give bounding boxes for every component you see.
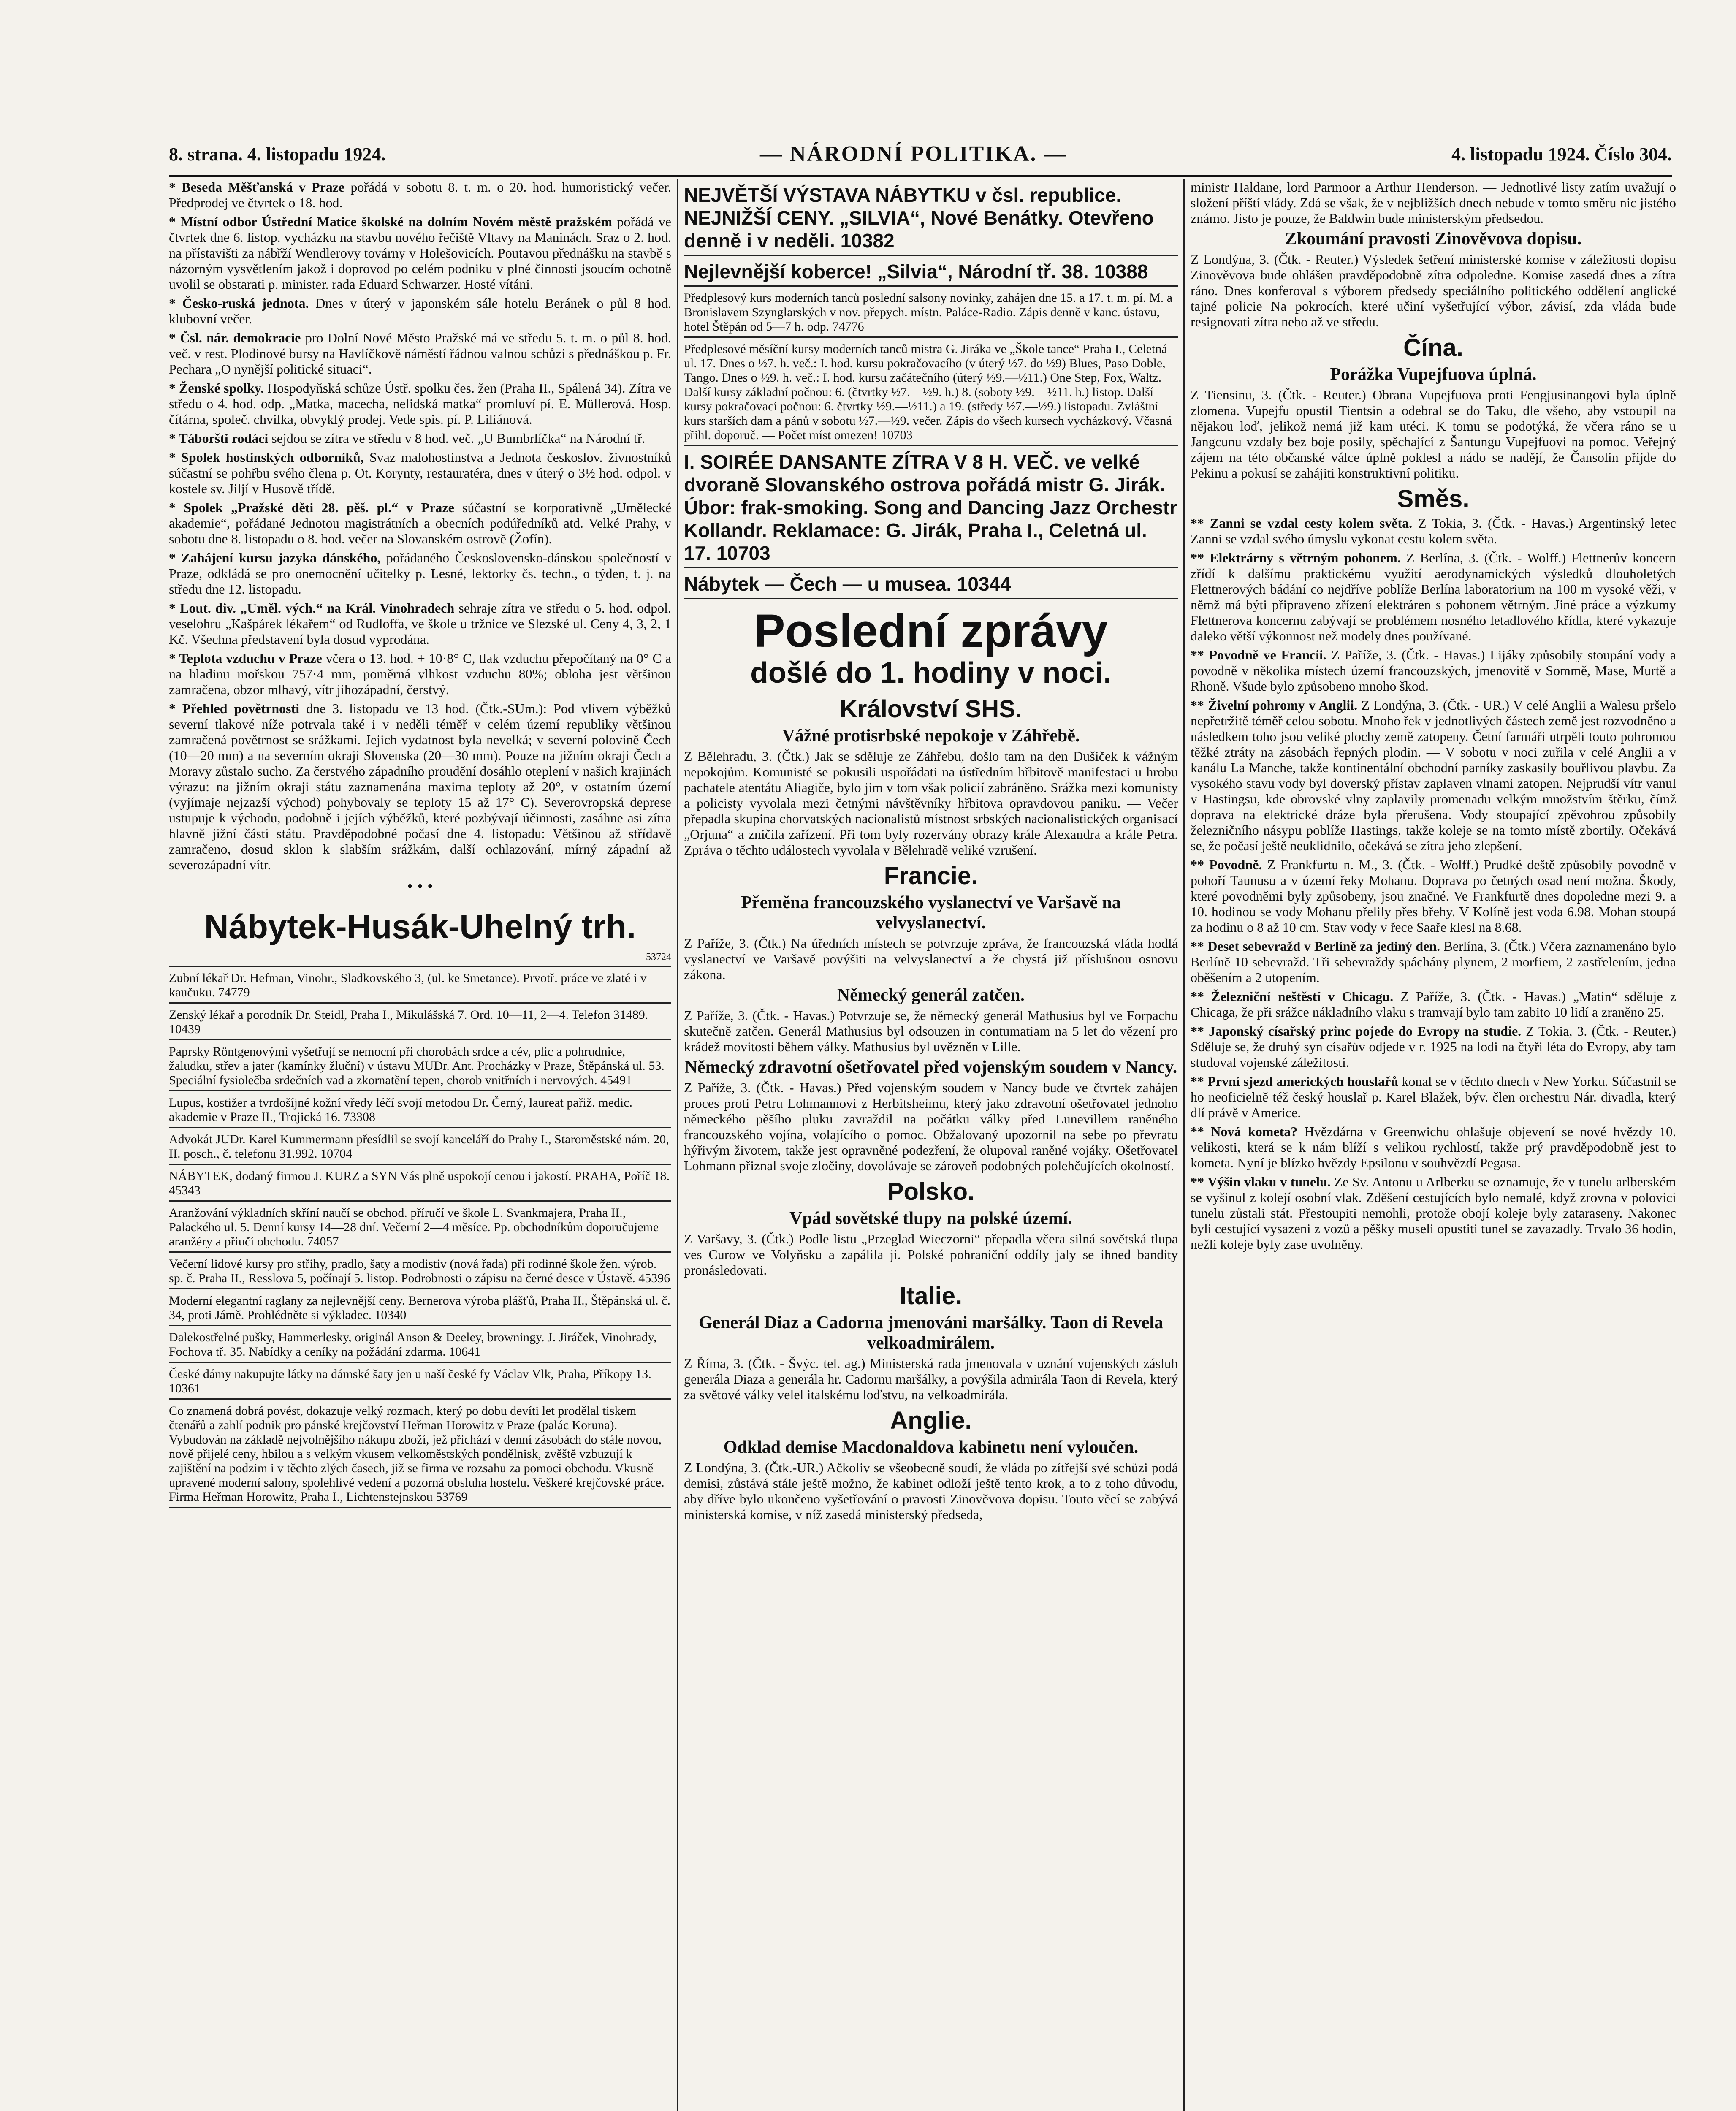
news-item-head: * Spolek hostinských odborníků, (169, 450, 364, 465)
news-item (1191, 1074, 1676, 1121)
news-item-text: Z Berlína, 3. (Čtk. - Wolff.) Flettnerův koncern zřídí k dalšímu praktickému využití aerodynamických výsledků dlouholetých Flettnerových bádání co nejdříve poblíže Berlína laboratorium na 100 m vysoké věži, v němž má býti připraveno zřízení elektráren s pohonem větrným. Jiné práce a výzkumy Flettnerova koncernu zabývají se problémem nosného letadlového křídla, které vykazuje daleko větší výkonnost než modely dnes používané. (1191, 550, 1676, 643)
news-item (169, 450, 671, 497)
news-item (1191, 1174, 1676, 1252)
news-item-head: ** První sjezd amerických houslařů (1191, 1074, 1399, 1089)
news-item-text: pořádaného Československo-dánskou společností v Praze, odkládá se pro onemocnění učitelky p. Lesné, lektorky čs. techn., o týden, t. j. na středu dne 12. listopadu. (169, 550, 671, 597)
latest-news-subtitle: došlé do 1. hodiny v noci. (750, 656, 1112, 689)
news-item (169, 296, 671, 327)
news-item-head: ** Výšin vlaku v tunelu. (1191, 1174, 1331, 1189)
news-item-text: súčastní se korporativně „Umělecké akademie“, pořádané Jednotou magistrátních a obecních podúředníků atd. Velké Prahy, v sobotu dne 8. listopadu o 8. hod. večer na Slovanském ostrově (Žofín). (169, 500, 671, 546)
advertisement (169, 1203, 671, 1253)
ad-text: Moderní elegantní raglany za nejlevnější ceny. Bernerova výroba plášťů, Praha II., Štěpánská ul. č. 34, proti Jámě. Prohlédněte si výkladec. 10340 (169, 1294, 670, 1322)
article-text: Z Tiensinu, 3. (Čtk. - Reuter.) Obrana Vupejfuova proti Fengjusinangovi byla úplně zlomena. Vupejfu opustil Tientsin a odebral se do Taku, dle všeho, aby vstoupil na nějakou loď, jelikož nemá již kam utéci. K tomu se podotýká, že včera ráno se u Jangcunu vzdaly bez boje posily, spěchající z Šantungu Vupejfuovi na pomoc. Veřejný zájem na této občanské válce úplně poklesl a nádo se nadějí, že Čansolin přijde do Pekinu a pokusí se zahájiti konstruktivní politiku. (1191, 387, 1676, 480)
news-item-head: ** Japonský císařský princ pojede do Evropy na studie. (1191, 1023, 1522, 1039)
news-item-text: Hvězdárna v Greenwichu ohlašuje objevení se nové hvězdy 10. velikosti, která se k nám blíží s velikou rychlostí, takže prý pravděpodobně jest to kometa. Nyní je blízko hvězdy Epsilonu v souhvězdí Pegasa. (1191, 1124, 1676, 1170)
news-item-head: * Teplota vzduchu v Praze (169, 651, 322, 666)
ad-text: Večerní lidové kursy pro střihy, pradlo, šaty a modistiv (nová řada) při rodinné škole žen. výrob. sp. č. Praha II., Resslova 5, počínají 5. listop. Podrobnosti o zápisu na černé desce v Ústavě. 45396 (169, 1257, 670, 1285)
news-item (169, 500, 671, 547)
article-headline: Vážné protisrbské nepokoje v Záhřebě. (782, 726, 1080, 746)
news-item (1191, 989, 1676, 1020)
news-item-text: Berlína, 3. (Čtk.) Včera zaznamenáno bylo Berlíně 10 sebevražd. Tři sebevraždy spáchány plynem, 2 morfiem, 2 zastřelením, jedna oběšením a 2 utopením. (1191, 939, 1676, 985)
article-text: Z Londýna, 3. (Čtk.-UR.) Ačkoliv se všeobecně soudí, že vláda po zítřejší své schůzi podá demisi, zůstává stále ještě možno, že kabinet odloží ještě tento krok, a to z toho důvodu, aby dříve bylo ukončeno vyšetřování o pravosti Zinověvova dopisu. Touto věcí se zabývá ministerská komise, v níž zasedá ministerský předseda, (684, 1460, 1178, 1522)
ad-text: Předplesový kurs moderních tanců poslední salsony novinky, zahájen dne 15. a 17. t. m. pí. M. a Bronislavem Szynglarských v nov. přepych. místn. Paláce-Radio. Zápis denně v kanc. ústavu, hotel Štěpán od 5—7 h. odp. 74776 (684, 291, 1173, 334)
section-title: Francie. (884, 862, 978, 890)
advertisement (169, 1042, 671, 1091)
news-item-text: konal se v těchto dnech v New Yorku. Súčastnil se ho neoficielně též český houslař p. Karel Blažek, býv. člen orchestru Nár. divadla, který dlí právě v Americe. (1191, 1074, 1676, 1120)
advertisement (169, 899, 671, 967)
article-text: Z Londýna, 3. (Čtk. - Reuter.) Výsledek šetření ministerské komise v záležitosti dopisu Zinověvova bude ohlášen pravděpodobně zítra odpoledne. Komise zasedá dnes a zítra ráno. Dnes konferoval s výborem předsedy speciálního politického oddělení anglické tajné policie Na pokrocích, které učiní vyšetřující výbor, závisí, zda vláda bude resignovati zítra nebo až ve středu. (1191, 252, 1676, 329)
column-3 (1191, 179, 1676, 2111)
article-text: Z Paříže, 3. (Čtk. - Havas.) Před vojenským soudem v Nancy bude ve čtvrtek zahájen proces proti Petru Lohmannovi z Herbitsheimu, který jako zdravotní ošetřovatel jednoho německého pěšího pluku zavraždil na počátku války před Lunevillem raněného francouzského vojína, volajícího o pomoc. Obžalovaný upozornil na sebe po převratu hýřivým životem, takže jest opravněné podezření, že olupoval raněné vojáky. Ošetřovatel Lohmann přiznal svoje zločiny, dovolávaje se zároveň podobných polehčujících okolností. (684, 1080, 1178, 1173)
masthead-title: — NÁRODNÍ POLITIKA. — (760, 142, 1067, 166)
header-right: 4. listopadu 1924. Číslo 304. (1451, 144, 1672, 165)
news-item (169, 380, 671, 427)
news-item (1191, 516, 1676, 547)
news-item-text: pro Dolní Nové Město Pražské má ve středu 5. t. m. o půl 8. hod. več. v rest. Plodinové bursy na Havlíčkově náměstí řádnou valnou schůzi s přednáškou p. Fr. Pechara „O nynější politické situaci“. (169, 330, 671, 377)
advertisement (684, 570, 1178, 599)
article-headline: Německý generál zatčen. (837, 985, 1025, 1005)
ad-text: Zenský lékař a porodník Dr. Steidl, Praha I., Mikulášská 7. Ord. 10—11, 2—4. Telefon 31489. 10439 (169, 1008, 648, 1036)
news-item-head: * Táboršti rodáci (169, 431, 269, 446)
news-item (1191, 647, 1676, 694)
news-item (1191, 550, 1676, 644)
article-text: Z Bělehradu, 3. (Čtk.) Jak se sděluje ze Záhřebu, došlo tam na den Dušiček k vážným nepokojům. Komunisté se pokusili uspořádati na ústředním hřbitově manifestaci u hrobu pachatele atentátu Aliagiče, bylo jim v tom však policií zabráněno. Srážka mezi komunisty a policisty vyvolala mezi četnými návštěvníky hřbitova opravdovou paniku. — Večer přepadla skupina chorvatských nacionalistů místnost srbských nacionalistických organisací „Orjuna“ a zničila zařízení. Při tom byly rozervány obrazy krále Alexandra a krále Petra. Zpráva o těchto událostech vyvolala v Bělehradě veliké vzrušení. (684, 749, 1178, 857)
news-item (1191, 939, 1676, 985)
news-item-text: Z Londýna, 3. (Čtk. - UR.) V celé Anglii a Walesu pršelo nepřetržitě téměř celou sobotu. Mnoho řek v jednotlivých částech země jest rozvodněno a následkem toho jsou veliké plochy země zatopeny. Četní farmáři utrpěli touto pohromou těžké ztráty na zásobách řepných plodin. — V sobotu v noci zuřila v celé Anglii a v kanálu La Manche, takže kontinentální obchodní parníky zaskasily bouřlivou plavbu. Za vysokého stavu vody byl doverský přístav zaplaven vlnami zatopen. Nejprudší vítr vanul v Hastingsu, kde obrovské vlny zaplavily promenadu velkým množstvím štěrku, čímž doprava na elektrické dráze byla přerušena. Vody stoupající zpěvohrou způsobily železničního násypu poblíže Hastings, takže koleje se na tomto místě zbortily. Očekává se, že počasí ještě neuklidnilo, očekává se zítra jeho zlepšení. (1191, 697, 1676, 853)
ad-text: Předplesové měsíční kursy moderních tanců mistra G. Jiráka ve „Škole tance“ Praha I., Celetná ul. 17. Dnes o ½7. h. več.: I. hod. kursu pokračovacího (v úterý ½7. do ½9) Blues, Paso Doble, Tango. Dnes o ½9. h. več.: I. hod. kursu začátečního (úterý ½9.—½11.) One Step, Fox, Waltz. Další kursy základní počnou: 6. (čtvrtky ½7.—½9. h.) 8. (soboty ½9.—½11. h.) listop. Další kursy pokračovací počnou: 6. čtvrtky ½9.—½11.) a 19. (středy ½7.—½9.) listopadu. Zvláštní kurs starších dam a pánů v sobotu ½7.—½9. večer. Zápis do všech kursech vycházkový. Včasná přihl. doporuč. — Počet míst omezen! 10703 (684, 342, 1172, 442)
news-item-head: * Beseda Měšťanská v Praze (169, 179, 345, 195)
news-item-head: ** Elektrárny s větrným pohonem. (1191, 550, 1401, 565)
page-header (169, 139, 1672, 173)
article-headline: Odklad demise Macdonaldova kabinetu není vyloučen. (723, 1438, 1139, 1457)
article-headline: Přeměna francouzského vyslanectví ve Varšavě na velvyslanectví. (741, 893, 1121, 933)
section-title: Království SHS. (840, 695, 1022, 723)
article-headline: Zkoumání pravosti Zinověvova dopisu. (1285, 229, 1582, 249)
section-title: Směs. (1397, 485, 1470, 513)
news-item-head: * Lout. div. „Uměl. vých.“ na Král. Vinohradech (169, 600, 455, 616)
column-divider (1183, 179, 1185, 2111)
ad-text: NÁBYTEK, dodaný firmou J. KURZ a SYN Vás plně uspokojí cenou i jakostí. PRAHA, Poříč 18. 45343 (169, 1169, 670, 1197)
ad-text: České dámy nakupujte látky na dámské šaty jen u naší české fy Václav Vlk, Praha, Příkopy 13. 10361 (169, 1367, 651, 1395)
column-divider (677, 179, 678, 2111)
news-item-text: Dnes v úterý v japonském sále hotelu Beránek o půl 8 hod. klubovní večer. (169, 296, 671, 326)
news-item-text: pořádá v sobotu 8. t. m. o 20. hod. humoristický večer. Předprodej ve čtvrtek o 18. hod. (169, 179, 671, 210)
advertisement (684, 258, 1178, 287)
news-item (169, 330, 671, 377)
news-item (169, 701, 671, 873)
ad-text: I. SOIRÉE DANSANTE ZÍTRA V 8 H. VEČ. ve velké dvoraně Slovanského ostrova pořádá mistr G. Jirák. Úbor: frak-smoking. Song and Dancing Jazz Orchestr Kollandr. Reklamace: G. Jirák, Praha I., Celetná ul. 17. 10703 (684, 451, 1177, 564)
ad-text: Aranžování výkladních skříní naučí se obchod. příručí ve škole L. Svankmajera, Praha II., Palackého ul. 5. Denní kursy 14—28 dní. Večerní 2—4 měsíce. Pp. obchodníkům doporučujeme aranžéry a přiučí obchodu. 74057 (169, 1206, 659, 1248)
ad-number: 53724 (646, 952, 671, 963)
column-1 (169, 179, 671, 2111)
news-item-head: ** Povodně. (1191, 857, 1262, 872)
ad-text: Co znamená dobrá povést, dokazuje velký rozmach, který po dobu devíti let prodělal tiskem čtenářů a zahlí podnik pro pánské krejčovství Heřman Horowitz v Praze (palác Koruna). Vybudován na základě nejvolnějšího nákupu zboží, jež přichází v denní zásobách do stále novou, nově přijelé ceny, hbilou a s velkým vkusem velkoměstských pondělnisk, zvěště vzbuzují k zajištění na podzim i v těchto zlých časech, již se firma ve rozsahu za pomoci obchodu. Vkusně upravené moderní salony, spolehlivé vedení a pozorná obsluha hostelu. Veškeré krejčovské práce. Firma Heřman Horowitz, Praha I., Lichtenstejnskou 53769 (169, 1404, 665, 1504)
advertisement (169, 1130, 671, 1165)
article-text: Z Paříže, 3. (Čtk. - Havas.) Potvrzuje se, že německý generál Mathusius byl ve Forpachu skutečně zatčen. Generál Mathusius byl odsouzen in contumatiam na 5 let do vězení pro krádež movitosti během války. Mathusius byl uvězněn v Lille. (684, 1008, 1178, 1054)
news-item-head: * Ženské spolky. (169, 380, 264, 396)
article-text: Z Říma, 3. (Čtk. - Švýc. tel. ag.) Ministerská rada jmenovala v uznání vojenských zásluh generála Diaza a generála hr. Cadornu maršálky, a povýšila admirála Taon di Revela, který za světové války velel italskému loďstvu, na velkoadmirála. (684, 1356, 1178, 1402)
ad-text: Paprsky Röntgenovými vyšetřují se nemocní při chorobách srdce a cév, plic a pohrudnice, žaludku, střev a jater (kamínky žluční) v ústavu MUDr. Ant. Procházky v Praze, Štěpánská ul. 53. Speciální fysiolečba srdečních vad a zkornatění tepen, chorob vnitřních i nervových. 45491 (169, 1045, 665, 1087)
advertisement (169, 1365, 671, 1400)
news-item-text: Z Paříže, 3. (Čtk. - Havas.) „Matin“ sděluje z Chicaga, že při srážce nákladního vlaku s tramvají bylo tam zabito 10 lidí a zraněno 25. (1191, 989, 1676, 1020)
article-text: Z Varšavy, 3. (Čtk.) Podle listu „Przeglad Wieczorni“ přepadla včera silná sovětská tlupa ves Curow ve Volyňsku a zapálila ji. Polské pohraniční oddíly jaly se ihned bandity pronásledovati. (684, 1231, 1178, 1278)
advertisement (684, 288, 1178, 338)
ad-text: Nejlevnější koberce! „Silvia“, Národní tř. 38. 10388 (684, 260, 1148, 282)
separator-dots: • • • (407, 876, 433, 895)
advertisement (684, 448, 1178, 568)
advertisement (169, 1328, 671, 1363)
article-headline: Porážka Vupejfuova úplná. (1330, 365, 1537, 384)
section-title: Čína. (1403, 334, 1463, 361)
news-item-head: ** Zanni se vzdal cesty kolem světa. (1191, 516, 1413, 531)
advertisement (169, 1401, 671, 1508)
news-item (1191, 1124, 1676, 1171)
article-headline: Generál Diaz a Cadorna jmenováni maršálky. Taon di Revela velkoadmirálem. (698, 1313, 1164, 1353)
news-item (1191, 1023, 1676, 1070)
section-title: Italie. (899, 1282, 963, 1310)
news-item (1191, 857, 1676, 935)
news-item (169, 651, 671, 697)
news-item-text: Z Tokia, 3. (Čtk. - Havas.) Argentinský letec Zanni se vzdal svého úmyslu vykonat cestu kolem světa. (1191, 516, 1676, 546)
advertisement (169, 1291, 671, 1326)
news-item-head: * Místní odbor Ústřední Matice školské na dolním Novém městě pražském (169, 214, 612, 229)
news-item (169, 214, 671, 292)
latest-news-title: Poslední zprávy (754, 605, 1108, 657)
news-item (169, 431, 671, 446)
ad-title: Nábytek-Husák-Uhelný trh. (204, 908, 636, 945)
advertisement (169, 1167, 671, 1202)
section-title: Anglie. (890, 1407, 972, 1434)
news-item-text: pořádá ve čtvrtek dne 6. listop. vycházku na stavbu nového řečiště Vltavy na Maninách. Sraz o 2. hod. na přístavišti za nábřží Wendlerovy továrny v Holešovicích. Poutavou přednášku na stavbě s názorným vysvětlením jakož i doprovod po celém podniku v plné činnosti jsoucím ochotně uvolil se obstarati p. minister. rada Eduard Schwarzer. Hosté vítáni. (169, 214, 671, 292)
news-item-text: Hospodyňská schůze Ústř. spolku čes. žen (Praha II., Spálená 34). Zítra ve středu o 4. hod. odp. „Matka, macecha, nelidská matka“ promluví pí. E. Müllerová. Hosp. čítárna, společ. chvilka, obvyklý prodej. Vede spis. pí. P. Liliánová. (169, 380, 671, 427)
ad-text: NEJVĚTŠÍ VÝSTAVA NÁBYTKU v čsl. republice. NEJNIŽŠÍ CENY. „SILVIA“, Nové Benátky. Otevřeno denně i v neděli. 10382 (684, 184, 1154, 252)
news-item-text: dne 3. listopadu ve 13 hod. (Čtk.-SUm.): Pod vlivem výběžků severní tlakové níže potrvala také i v neděli téměř v celém území republiky většinou zamračená povětrnost se srážkami. Jejich vydatnost byla nevelká; v severní polovině Čech (10—20 mm) a na severním okraji Slovenska (20—30 mm). Pouze na jižním okraji Čech a Moravy zůstalo sucho. Za čerstvého západního proudění dosáhlo oteplení v našich krajinách výrazu: na jižním okraji státu zaznamenána maxima teploty až 20°, v ostatním území (vyjímaje nejzazší východ) pohybovaly se teploty 15 až 17° C). Severovropská deprese ustupuje k východu, podobně i jejích výběžků, které pozbývají účinnosti, zasáhne asi zítra hlavně jižní části státu. Pravděpodobné počasí dne 4. listopadu: Většinou až střídavě zamračeno, dosud sklon k slabším srážkám, další ochlazování, mírný západní až severozápadní vítr. (169, 701, 671, 872)
news-item-text: Ze Sv. Antonu u Arlberku se oznamuje, že v tunelu arlberském se vyšinul z kolejí osobní vlak. Zděšení cestujících bylo nemalé, když zrovna v polovici tunelu zůstali stát. Přestoupiti nemohli, protože obojí koleje byly zataraseny. Nakonec byli cestující vysazeni z vozů a pěšky museli opustiti tunel se zavazadly. Trvalo 36 hodin, nežli koleje byly zase uvolněny. (1191, 1174, 1676, 1252)
news-item-head: * Zahájení kursu jazyka dánského, (169, 550, 381, 565)
article-text: ministr Haldane, lord Parmoor a Arthur Henderson. — Jednotlivé listy zatím uvažují o složení příští vlády. Zdá se však, že v nejbližších dnech nebude v tomto směru nic jistého známo. Jisto je pouze, že Baldwin bude ministerským předsedou. (1191, 179, 1676, 226)
news-item-head: * Čsl. nár. demokracie (169, 330, 301, 345)
news-item-text: Z Paříže, 3. (Čtk. - Havas.) Lijáky způsobily stoupání vody a povodně v několika místech území francouzských, jmenovitě v Sommě, Mase, Murtě a Rhoně. Všude bylo způsobeno mnoho škod. (1191, 647, 1676, 694)
news-item-head: ** Nová kometa? (1191, 1124, 1298, 1139)
ad-text: Nábytek — Čech — u musea. 10344 (684, 573, 1011, 595)
advertisement (169, 1093, 671, 1128)
news-item-text: Z Tokia, 3. (Čtk. - Reuter.) Sděluje se, že druhý syn císařův odjede v r. 1925 na lodi na čtyři léta do Evropy, aby tam studoval vojenské záležitosti. (1191, 1023, 1676, 1070)
news-item-text: Svaz malohostinstva a Jednota českoslov. živnostníků súčastní se pohřbu svého člena p. Ot. Korynty, restauratéra, dnes v úterý o 3½ hod. odpol. v kostele sv. Jiljí v Husově třídě. (169, 450, 671, 496)
news-item-head: * Česko-ruská jednota. (169, 296, 309, 311)
news-item-head: * Spolek „Pražské děti 28. pěš. pl.“ v Praze (169, 500, 454, 515)
news-item-head: ** Deset sebevražd v Berlíně za jediný den. (1191, 939, 1440, 954)
news-item-text: Z Frankfurtu n. M., 3. (Čtk. - Wolff.) Prudké deště způsobily povodně v pohoří Taunusu a v území řeky Mohanu. Doprava po četných osad není možna. Škody, které povodněmi byly způsobeny, jsou značné. Ve Frankfurtě dnes dopoledne mezi 9. a 10. hodinou se vody Mohanu přelily přes břehy. V Kolíně jest voda 6.98. Mohan stoupá za hodinu o 8 až 10 cm. Stav vody v řece Saaře klesl na 8.68. (1191, 857, 1676, 935)
news-item-text: sejdou se zítra ve středu v 8 hod. več. „U Bumbrlíčka“ na Národní tř. (271, 431, 646, 446)
article-text: Z Paříže, 3. (Čtk.) Na úředních místech se potvrzuje zpráva, že francouzská vláda hodlá vyslanectví ve Varšavě povýšiti na velvyslanectví a že chystá již příslušnou osnovu zákona. (684, 936, 1178, 982)
news-item (169, 600, 671, 647)
news-item-text: sehraje zítra ve středu o 5. hod. odpol. veselohru „Kašpárek lékařem“ od Rudloffa, ve škole u tržnice ve Slezské ul. Ceny 4, 3, 2, 1 Kč. Všechna představení byla dosud vyprodána. (169, 600, 671, 647)
ad-text: Zubní lékař Dr. Hefman, Vinohr., Sladkovského 3, (ul. ke Smetance). Prvotř. práce ve zlaté i v kaučuku. 74779 (169, 971, 647, 999)
article-headline: Vpád sovětské tlupy na polské území. (789, 1209, 1072, 1228)
article-headline: Německý zdravotní ošetřovatel před vojenským soudem v Nancy. (684, 1058, 1177, 1077)
advertisement (684, 339, 1178, 446)
news-item-head: ** Železniční neštěstí v Chicagu. (1191, 989, 1394, 1004)
advertisement (169, 1254, 671, 1289)
advertisement (684, 181, 1178, 256)
news-item (1191, 697, 1676, 854)
section-title: Polsko. (887, 1178, 975, 1205)
news-item (169, 179, 671, 211)
news-item (169, 550, 671, 597)
header-rule (169, 175, 1672, 177)
ad-text: Dalekostřelné pušky, Hammerlesky, originál Anson & Deeley, browningy. J. Jiráček, Vinohrady, Fochova tř. 35. Nabídky a ceníky na požádání zdarma. 10641 (169, 1330, 657, 1359)
ad-text: Advokát JUDr. Karel Kummermann přesídlil se svojí kanceláří do Prahy I., Staroměstské nám. 20, II. posch., č. telefonu 31.992. 10704 (169, 1132, 669, 1161)
advertisement (169, 969, 671, 1004)
column-2 (684, 179, 1178, 2111)
news-item-head: * Přehled povětrnosti (169, 701, 300, 716)
news-item-head: ** Živelní pohromy v Anglii. (1191, 697, 1358, 713)
ad-text: Lupus, kostižer a tvrdošíjné kožní vředy léčí svojí metodou Dr. Černý, laureat pařiž. medic. akademie v Praze II., Trojická 16. 73308 (169, 1096, 633, 1124)
advertisement (169, 1005, 671, 1040)
header-left: 8. strana. 4. listopadu 1924. (169, 144, 386, 165)
news-item-head: ** Povodně ve Francii. (1191, 647, 1326, 662)
news-item-text: včera o 13. hod. + 10·8° C, tlak vzduchu přepočítaný na 0° C a na hladinu mořskou 757·4 mm, poměrná vlhkost vzduchu 80%; obloha jest většinou zamračena, obzor mlhavý, vítr jihozápadní, čerstvý. (169, 651, 671, 697)
